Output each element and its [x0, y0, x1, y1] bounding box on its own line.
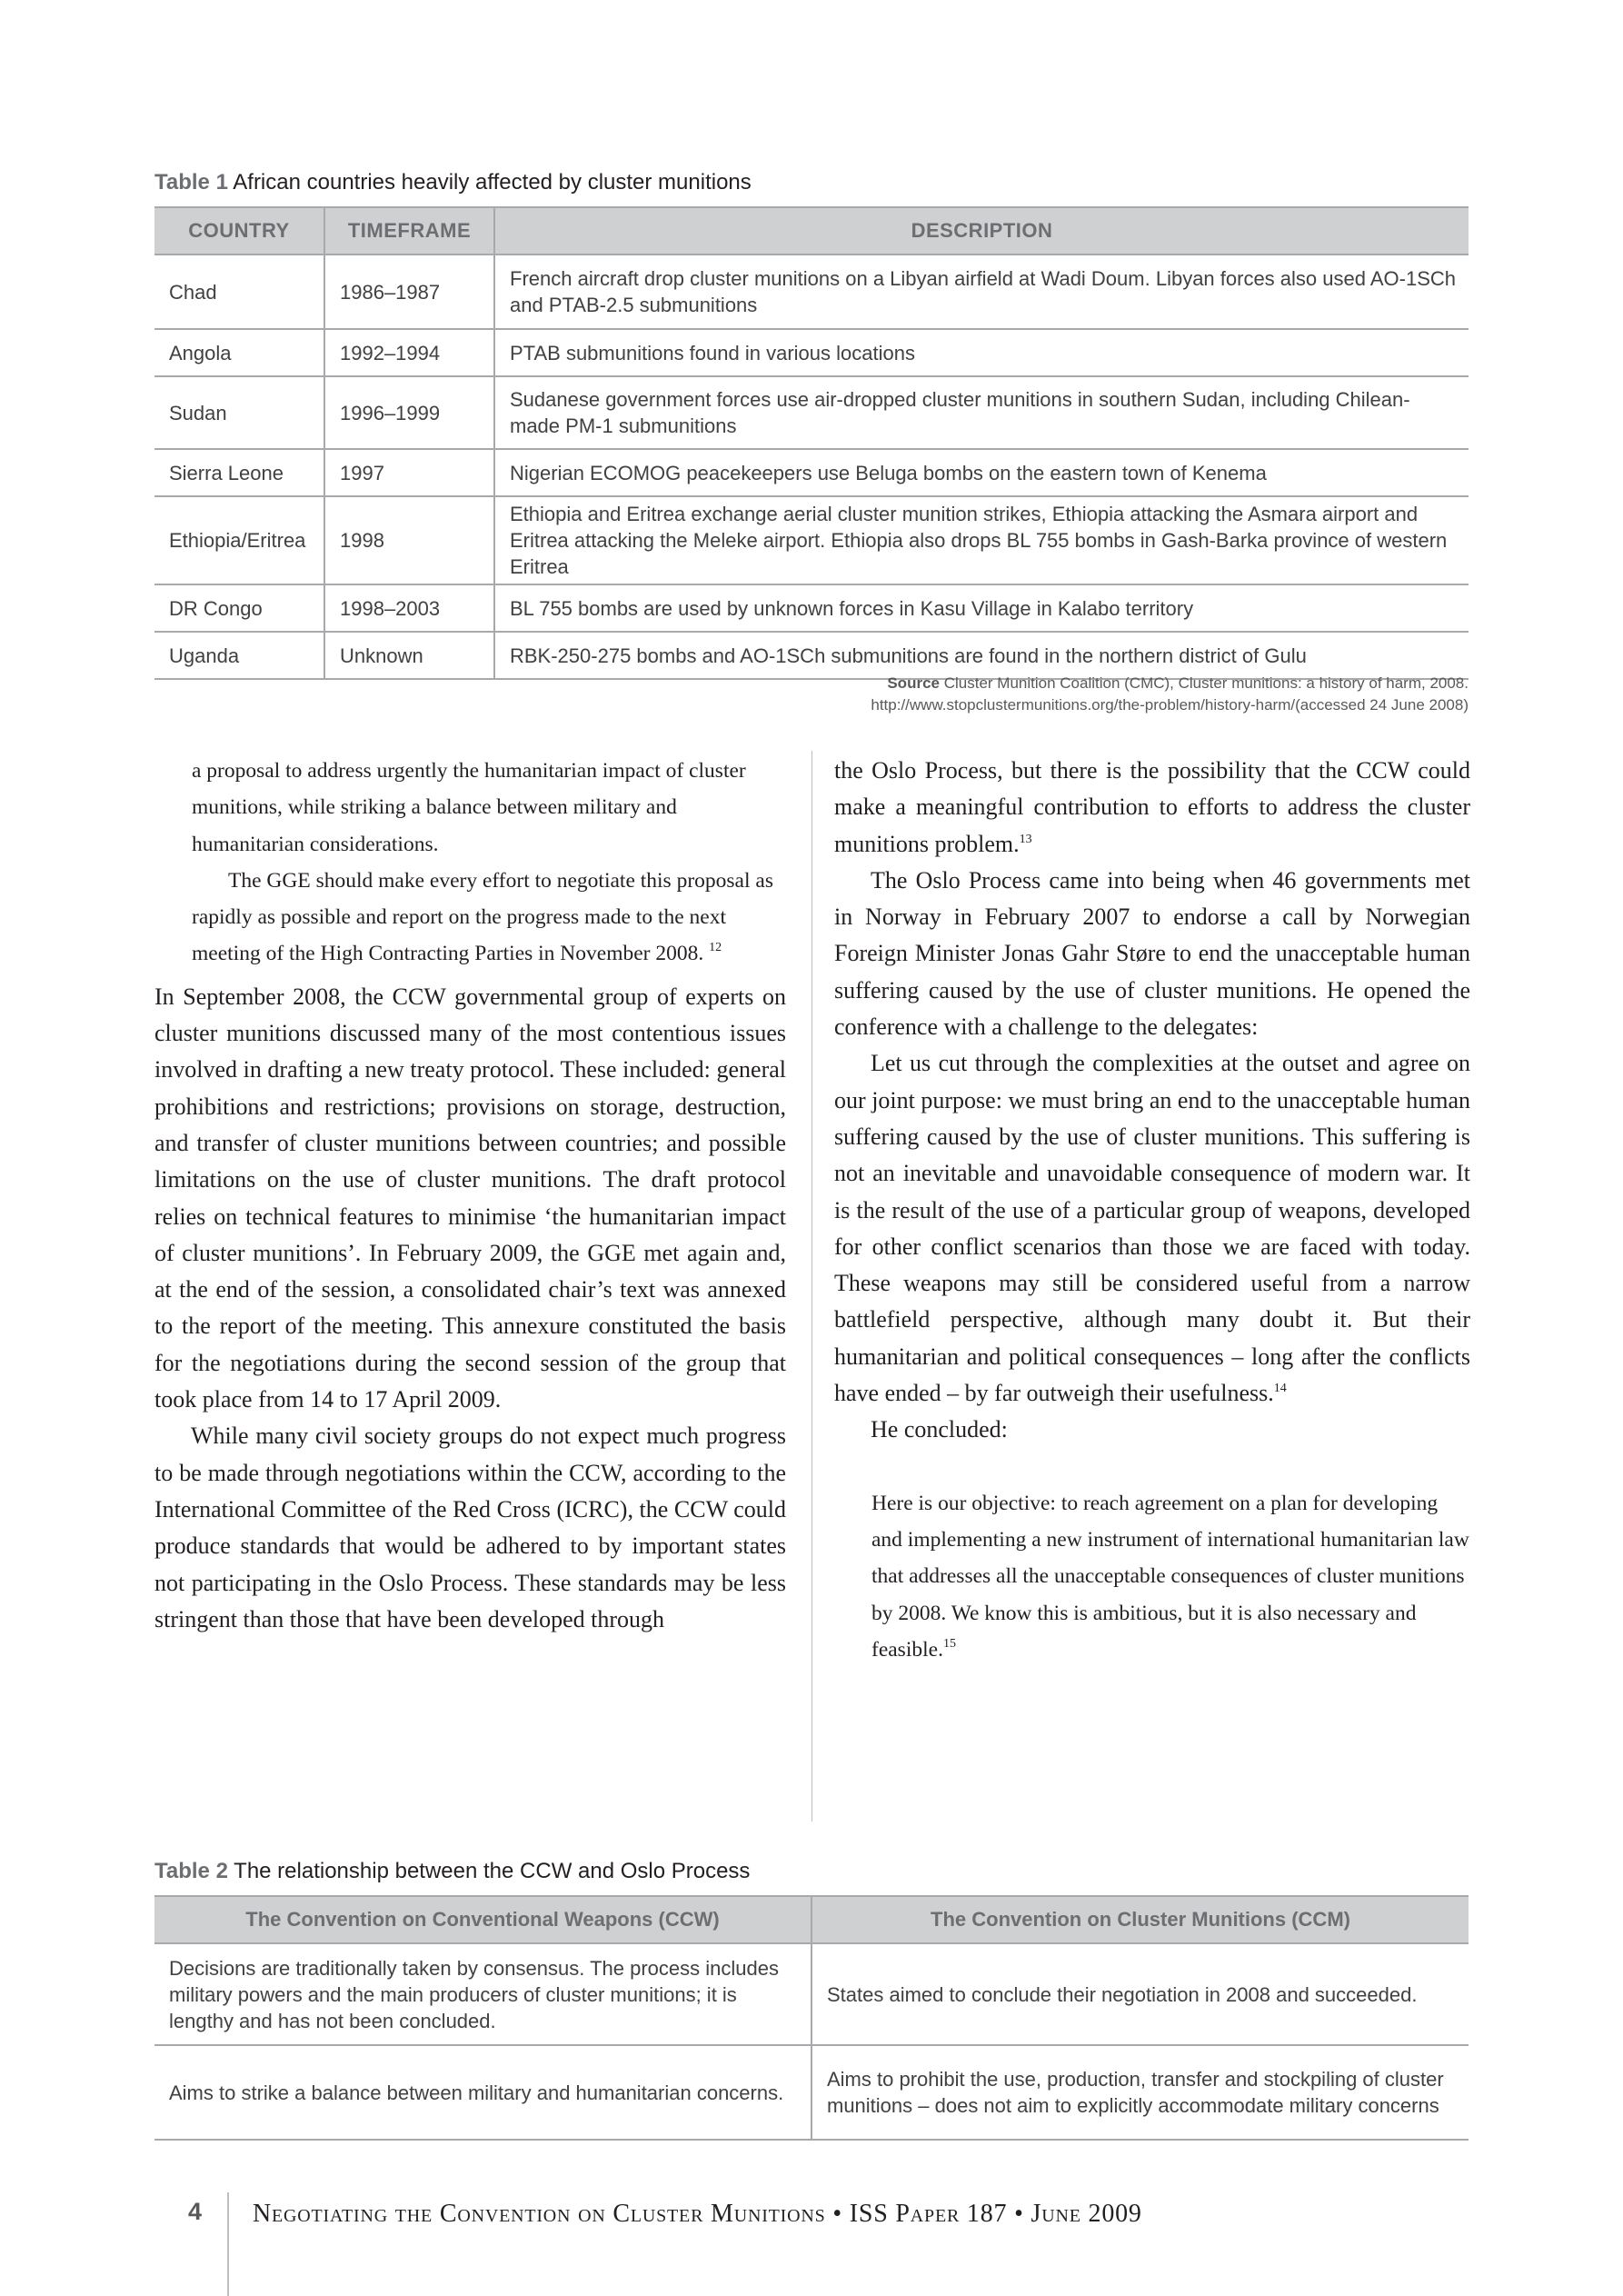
source-url: http://www.stopclustermunitions.org/the-problem/history-harm/(accessed 24 June 2008) — [871, 696, 1469, 714]
footnote-ref: 13 — [1019, 832, 1032, 846]
description-cell: PTAB submunitions found in various locations — [494, 329, 1469, 376]
block-quote-text: Here is our objective: to reach agreement on a plan for developing and implementing a new instrument of international humanitarian law that addresses all the unacceptable consequences of cluster munitions by 2008. We know this is ambitious, but it is also necessary and feasible. — [871, 1491, 1469, 1662]
table2-header-row — [154, 1896, 1469, 1943]
country-cell: Uganda — [154, 632, 324, 679]
timeframe-cell: 1992–1994 — [324, 329, 494, 376]
footnote-ref: 15 — [942, 1636, 956, 1651]
table1-header-row — [154, 207, 1469, 255]
footer-divider — [227, 2192, 229, 2296]
source-label: Source — [887, 674, 940, 692]
country-cell: Chad — [154, 255, 324, 329]
table-row — [154, 2045, 1469, 2140]
table-row — [154, 496, 1469, 584]
body-paragraph: He concluded: — [871, 1416, 1008, 1443]
body-paragraph-text: the Oslo Process, but there is the possibility that the CCW could make a meaningful contribution to efforts to address the cluster munitions problem. — [834, 757, 1470, 857]
table1-source — [560, 673, 1469, 716]
footnote-ref: 12 — [709, 941, 722, 955]
timeframe-cell: 1998–2003 — [324, 584, 494, 632]
country-cell: Ethiopia/Eritrea — [154, 496, 324, 584]
ccw-cell: Aims to strike a balance between military and humanitarian concerns. — [154, 2045, 812, 2140]
table1-header-description: DESCRIPTION — [494, 207, 1469, 255]
table2-title: The relationship between the CCW and Oslo Process — [234, 1859, 751, 1883]
body-paragraph: In September 2008, the CCW governmental group of experts on cluster munitions discussed many of the most contentious issues involved in drafting a new treaty protocol. These included: general prohibitions and restrictions; provisions on storage, destruction, and transfer of cluster munitions between countries; and possible limitations on the use of cluster munitions. The draft protocol relies on technical features to minimise ‘the humanitarian impact of cluster munitions’. In February 2009, the GGE met again and, at the end of the session, a consolidated chair’s text was annexed to the report of the meeting. This annexure constituted the basis for the negotiations during the second session of the group that took place from 14 to 17 April 2009. — [154, 983, 786, 1413]
description-cell: RBK-250-275 bombs and AO-1SCh submunitions are found in the northern district of Gulu — [494, 632, 1469, 679]
ccm-cell: Aims to prohibit the use, production, transfer and stockpiling of cluster munitions – does not aim to explicitly accommodate military concerns — [812, 2045, 1469, 2140]
table2-header-ccw: The Convention on Conventional Weapons (CCW) — [154, 1896, 812, 1943]
country-cell: DR Congo — [154, 584, 324, 632]
source-text: Cluster Munition Coalition (CMC), Cluster munitions: a history of harm, 2008. — [943, 674, 1469, 692]
table1-header-country: COUNTRY — [154, 207, 324, 255]
running-footer: Negotiating the Convention on Cluster Munitions • ISS Paper 187 • June 2009 — [253, 2200, 1142, 2228]
description-cell: Nigerian ECOMOG peacekeepers use Beluga bombs on the eastern town of Kenema — [494, 449, 1469, 496]
table-row — [154, 449, 1469, 496]
description-cell: French aircraft drop cluster munitions on a Libyan airfield at Wadi Doum. Libyan forces also used AO-1SCh and PTAB-2.5 submunitions — [494, 255, 1469, 329]
ccw-cell: Decisions are traditionally taken by consensus. The process includes military powers and the main producers of cluster munitions; it is lengthy and has not been concluded. — [154, 1943, 812, 2045]
table-row — [154, 1943, 1469, 2045]
footnote-ref: 14 — [1273, 1382, 1287, 1396]
table2-label: Table 2 — [154, 1859, 228, 1883]
table2 — [154, 1895, 1469, 2141]
ccm-cell: States aimed to conclude their negotiation in 2008 and succeeded. — [812, 1943, 1469, 2045]
block-quote — [154, 753, 786, 973]
timeframe-cell: 1996–1999 — [324, 376, 494, 449]
quote-paragraph-text: The GGE should make every effort to negotiate this proposal as rapidly as possible and report on the progress made to the next meeting of the High Contracting Parties in November 2008. — [192, 868, 773, 966]
body-paragraph: The Oslo Process came into being when 46 governments met in Norway in February 2007 to endorse a call by Norwegian Foreign Minister Jonas Gahr Støre to end the unacceptable human suffering caused by the use of cluster munitions. He opened the conference with a challenge to the delegates: — [834, 866, 1470, 1041]
table-row — [154, 329, 1469, 376]
description-cell: Ethiopia and Eritrea exchange aerial cluster munition strikes, Ethiopia attacking the Asmara airport and Eritrea attacking the Meleke airport. Ethiopia also drops BL 755 bombs in Gash-Barka province of western Eritrea — [494, 496, 1469, 584]
timeframe-cell: Unknown — [324, 632, 494, 679]
country-cell: Sudan — [154, 376, 324, 449]
body-paragraph: While many civil society groups do not expect much progress to be made through negotiations within the CCW, according to the International Committee of the Red Cross (ICRC), the CCW could produce standards that would be adhered to by important states not participating in the Oslo Process. These standards may be less stringent than those that have been developed through — [154, 1423, 786, 1632]
timeframe-cell: 1998 — [324, 496, 494, 584]
table2-header-ccm: The Convention on Cluster Munitions (CCM) — [812, 1896, 1469, 1943]
block-quote — [834, 1485, 1470, 1668]
table-row — [154, 255, 1469, 329]
country-cell: Sierra Leone — [154, 449, 324, 496]
description-cell: Sudanese government forces use air-dropped cluster munitions in southern Sudan, including Chilean-made PM-1 submunitions — [494, 376, 1469, 449]
quoted-paragraph — [834, 1045, 1470, 1412]
table-row — [154, 376, 1469, 449]
left-column — [154, 753, 786, 1638]
description-cell: BL 755 bombs are used by unknown forces in Kasu Village in Kalabo territory — [494, 584, 1469, 632]
table1 — [154, 206, 1469, 680]
table1-caption — [154, 170, 752, 195]
country-cell: Angola — [154, 329, 324, 376]
table2-caption — [154, 1859, 750, 1884]
quote-paragraph: a proposal to address urgently the humanitarian impact of cluster munitions, while striking a balance between military and humanitarian considerations. — [192, 759, 746, 856]
table-row — [154, 584, 1469, 632]
quoted-paragraph-text: Let us cut through the complexities at the outset and agree on our joint purpose: we must bring an end to the unacceptable human suffering caused by the use of cluster munitions. This suffering is not an inevitable and unavoidable consequence of modern war. It is the result of the use of a particular group of weapons, developed for other conflict scenarios than those we are faced with today. These weapons may still be considered useful from a narrow battlefield perspective, although many doubt it. But their humanitarian and political consequences – long after the conflicts have ended – by far outweigh their usefulness. — [834, 1050, 1470, 1407]
timeframe-cell: 1986–1987 — [324, 255, 494, 329]
page-number: 4 — [188, 2198, 203, 2225]
timeframe-cell: 1997 — [324, 449, 494, 496]
table1-header-timeframe: TIMEFRAME — [324, 207, 494, 255]
body-paragraph — [834, 753, 1470, 863]
right-column — [834, 753, 1470, 1668]
table1-title: African countries heavily affected by cluster munitions — [233, 170, 752, 195]
quote-paragraph-2 — [192, 863, 786, 973]
table1-label: Table 1 — [154, 170, 228, 195]
